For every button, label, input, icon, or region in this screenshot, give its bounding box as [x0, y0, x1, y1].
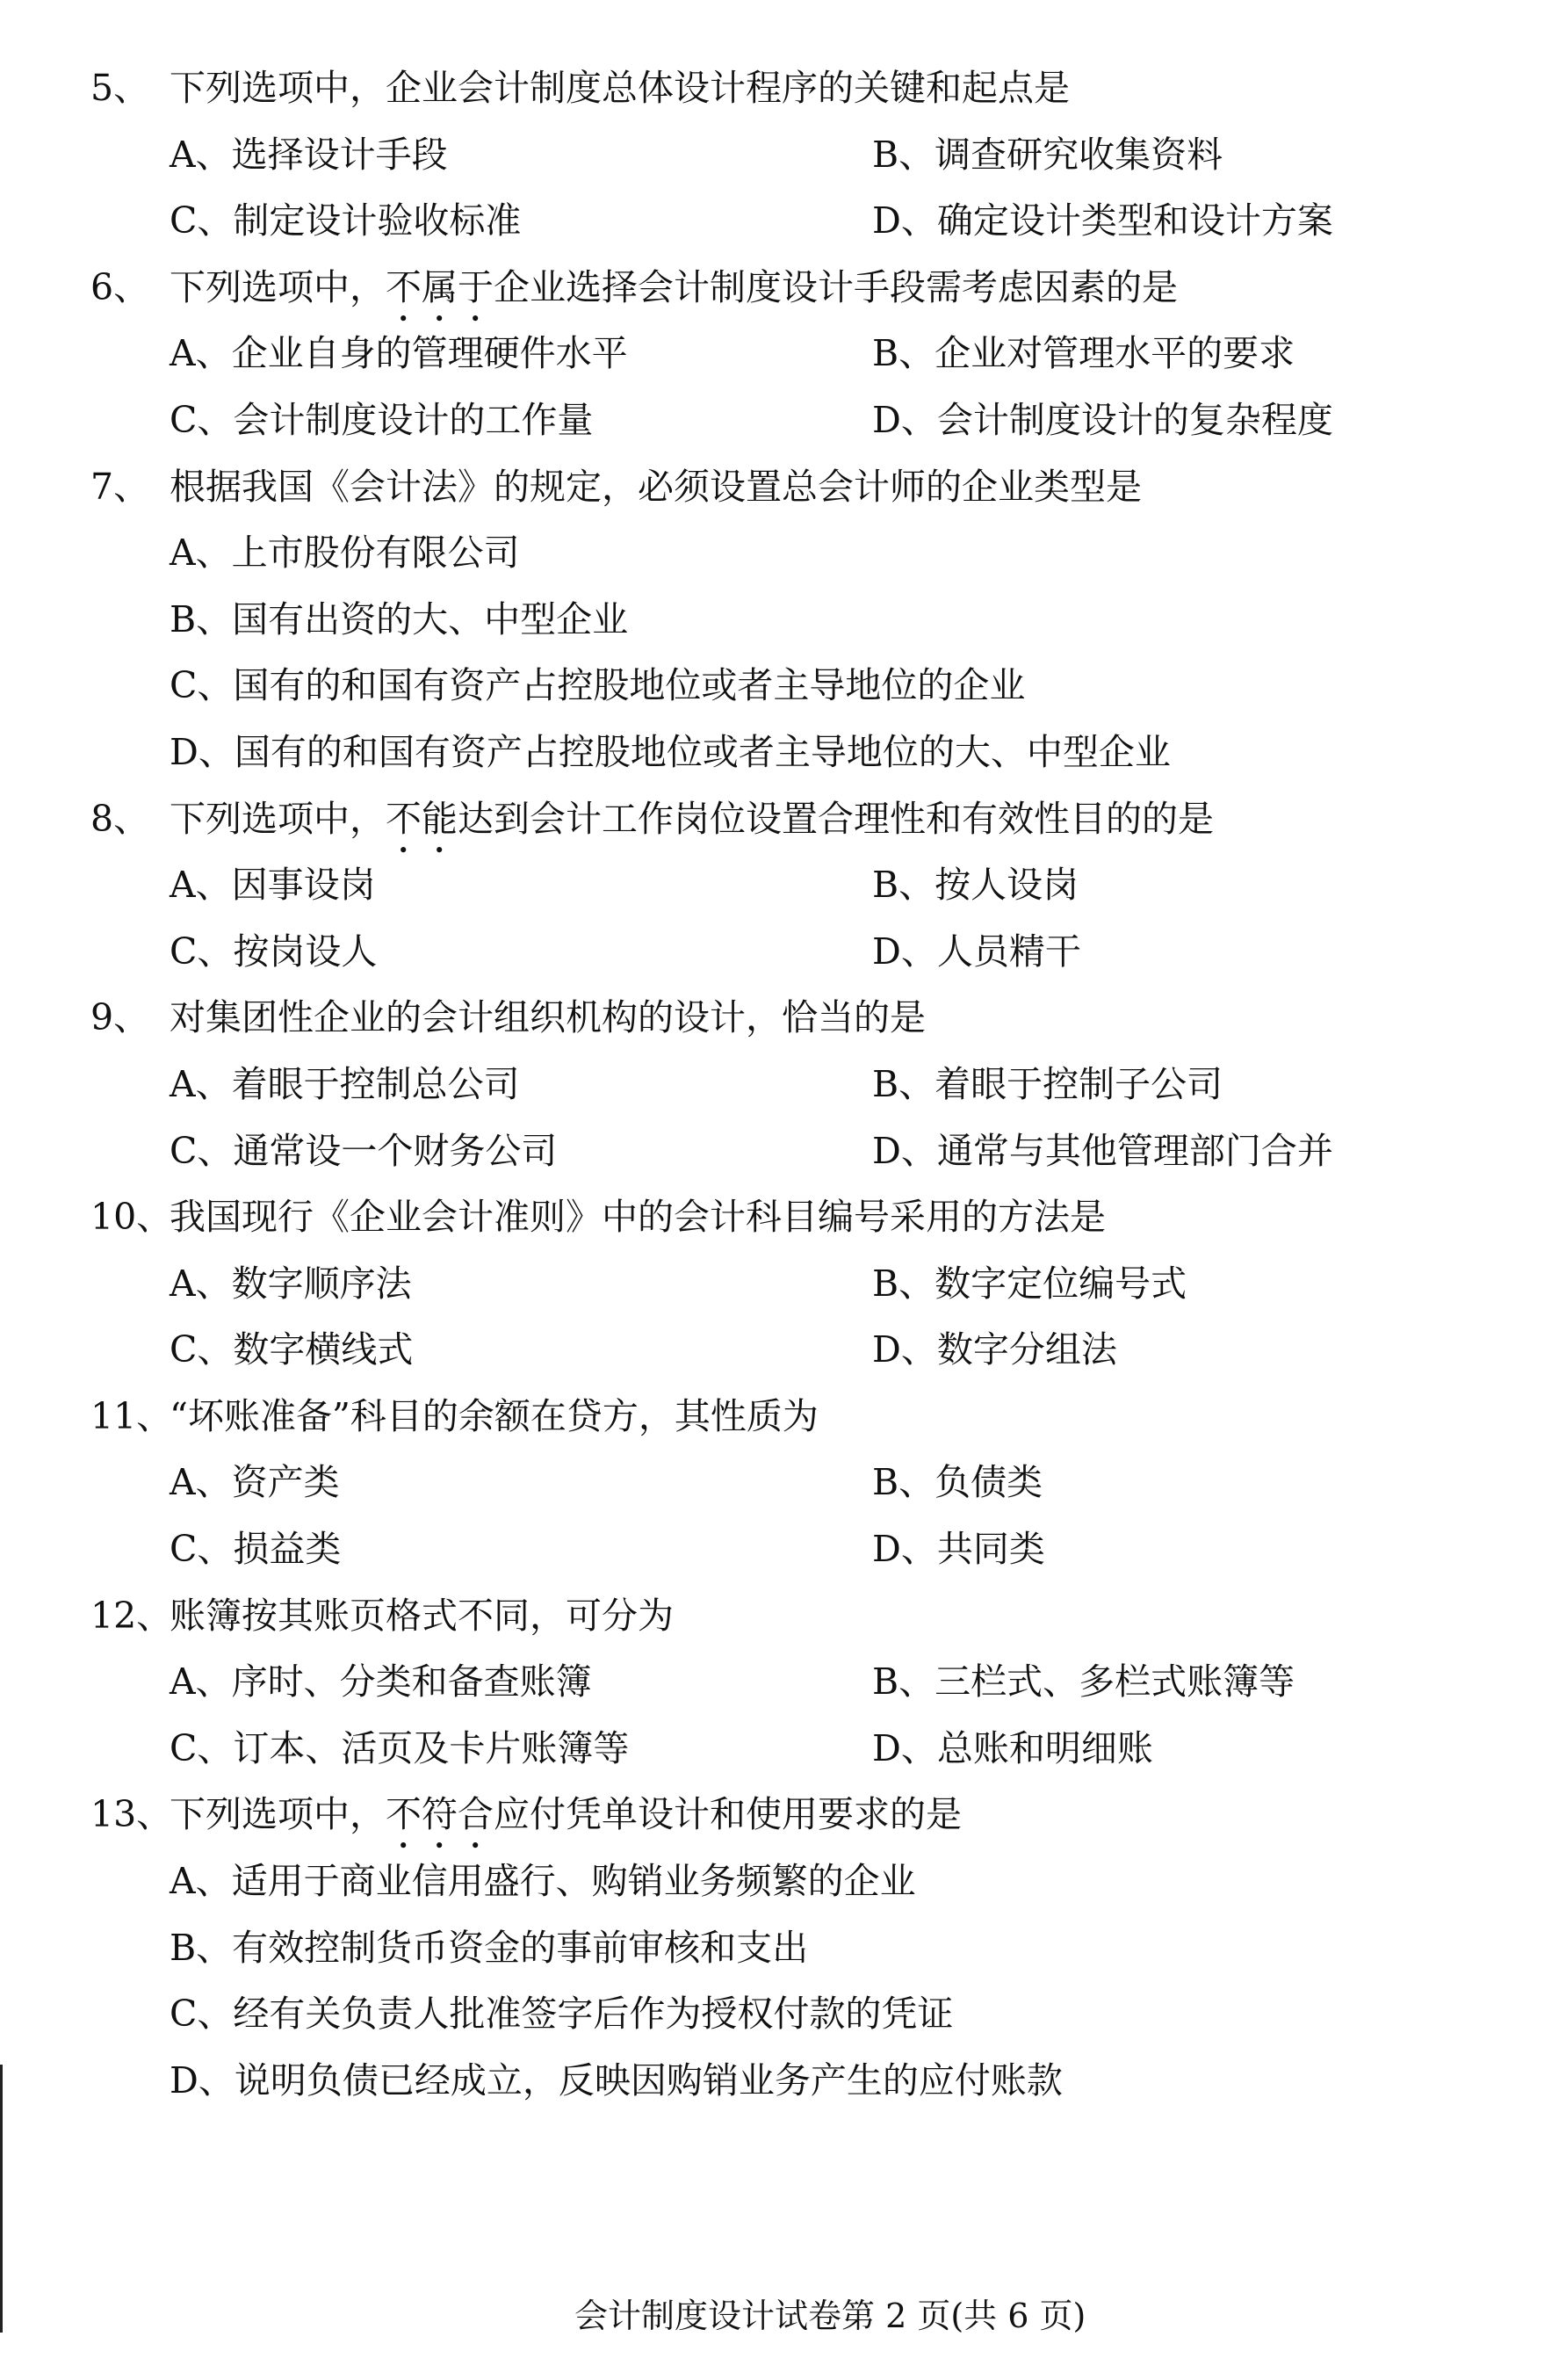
- option-text: 国有的和国有资产占控股地位或者主导地位的企业: [233, 664, 1026, 707]
- option-c[interactable]: [170, 387, 593, 454]
- stem-text: “坏账准备”科目的余额在贷方，其性质为: [170, 1394, 819, 1437]
- option-label: C、: [170, 1528, 234, 1571]
- option-c[interactable]: [170, 653, 1025, 720]
- option-c[interactable]: [170, 919, 377, 986]
- page-footer: 会计制度设计试卷第 2 页(共 6 页): [574, 2297, 1086, 2335]
- option-d[interactable]: [872, 1317, 1117, 1384]
- option-label: A、: [170, 1062, 232, 1105]
- option-text: 数字顺序法: [231, 1262, 412, 1305]
- option-text: 上市股份有限公司: [231, 532, 520, 575]
- stem-text: 下列选项中，企业会计制度总体设计程序的关键和起点是: [170, 67, 1070, 109]
- question-number: 7、: [90, 465, 150, 508]
- option-label: B、: [872, 1660, 935, 1704]
- question-9-stem: [0, 985, 1566, 1052]
- options-row: [0, 188, 1566, 255]
- option-text: 序时、分类和备查账簿: [231, 1660, 592, 1704]
- stem-text: 达到会计工作岗位设置合理性和有效性目的的是: [458, 797, 1214, 840]
- option-text: 通常设一个财务公司: [233, 1129, 558, 1172]
- option-label: A、: [170, 532, 232, 575]
- option-label: D、: [872, 199, 937, 242]
- options-row: [0, 1450, 1566, 1516]
- option-c[interactable]: [170, 1118, 557, 1185]
- question-5-stem: [0, 55, 1566, 122]
- emphasized-text: 不能: [386, 797, 458, 840]
- option-label: C、: [170, 1328, 234, 1371]
- option-label: D、: [872, 1129, 937, 1172]
- option-b[interactable]: [872, 122, 1223, 189]
- option-label: A、: [170, 1860, 232, 1903]
- option-text: 负债类: [935, 1461, 1043, 1504]
- option-text: 损益类: [233, 1528, 342, 1571]
- options-row: [0, 520, 1566, 587]
- stem-text: 下列选项中，: [170, 1793, 386, 1836]
- option-text: 着眼于控制子公司: [935, 1062, 1223, 1105]
- option-a[interactable]: [170, 122, 448, 189]
- question-number: 11、: [90, 1394, 173, 1437]
- question-11-stem: [0, 1384, 1566, 1450]
- option-label: B、: [872, 1461, 935, 1504]
- option-text: 经有关负责人批准签字后作为授权付款的凭证: [233, 1993, 954, 2036]
- options-row: [0, 321, 1566, 387]
- options-row: [0, 1251, 1566, 1318]
- option-b[interactable]: [170, 587, 628, 654]
- option-text: 按人设岗: [935, 864, 1079, 907]
- options-row: [0, 1848, 1566, 1915]
- option-a[interactable]: [170, 1052, 520, 1118]
- options-row: [0, 122, 1566, 189]
- option-text: 企业自身的管理硬件水平: [231, 332, 628, 375]
- question-number: 8、: [90, 797, 150, 840]
- option-b[interactable]: [872, 1052, 1223, 1118]
- option-text: 数字定位编号式: [935, 1262, 1187, 1305]
- option-text: 数字横线式: [233, 1328, 414, 1371]
- option-label: C、: [170, 199, 234, 242]
- options-row: [0, 1516, 1566, 1583]
- emphasized-text: 不符合: [386, 1793, 494, 1836]
- option-label: A、: [170, 133, 232, 176]
- option-b[interactable]: [872, 1251, 1187, 1318]
- option-b[interactable]: [872, 321, 1295, 387]
- option-d[interactable]: [872, 1716, 1153, 1783]
- option-label: B、: [872, 332, 935, 375]
- option-text: 会计制度设计的复杂程度: [936, 398, 1333, 441]
- question-text: [170, 985, 926, 1052]
- question-number: 6、: [90, 265, 150, 308]
- option-c[interactable]: [170, 1981, 953, 2048]
- option-text: 适用于商业信用盛行、购销业务频繁的企业: [231, 1860, 916, 1903]
- exam-page: [0, 55, 1566, 2114]
- option-text: 人员精干: [936, 930, 1081, 973]
- options-row: [0, 587, 1566, 654]
- question-text: [170, 786, 1214, 861]
- option-text: 数字分组法: [936, 1328, 1117, 1371]
- option-text: 制定设计验收标准: [233, 199, 522, 242]
- option-text: 调查研究收集资料: [935, 133, 1223, 176]
- option-label: A、: [170, 332, 232, 375]
- option-text: 订本、活页及卡片账簿等: [233, 1726, 630, 1769]
- options-row: [0, 387, 1566, 454]
- option-d[interactable]: [872, 1118, 1333, 1185]
- question-number: 5、: [90, 67, 150, 109]
- question-text: [170, 454, 1142, 521]
- option-label: D、: [170, 730, 235, 773]
- options-row: [0, 1317, 1566, 1384]
- option-label: C、: [170, 1726, 234, 1769]
- option-label: A、: [170, 1262, 232, 1305]
- option-d[interactable]: [872, 919, 1081, 986]
- option-c[interactable]: [170, 1716, 629, 1783]
- option-text: 通常与其他管理部门合并: [936, 1129, 1333, 1172]
- option-text: 共同类: [936, 1528, 1045, 1571]
- option-text: 总账和明细账: [936, 1726, 1153, 1769]
- option-a[interactable]: [170, 520, 520, 587]
- option-text: 因事设岗: [231, 864, 376, 907]
- option-c[interactable]: [170, 1516, 341, 1583]
- option-d[interactable]: [872, 188, 1333, 255]
- option-b[interactable]: [872, 852, 1079, 919]
- question-text: [170, 55, 1070, 122]
- question-text: [170, 1583, 674, 1650]
- options-row: [0, 1052, 1566, 1118]
- option-label: C、: [170, 664, 234, 707]
- option-b[interactable]: [170, 1915, 808, 1982]
- option-label: B、: [170, 1926, 233, 1969]
- option-a[interactable]: [170, 1450, 340, 1516]
- stem-text: 下列选项中，: [170, 797, 386, 840]
- option-text: 会计制度设计的工作量: [233, 398, 594, 441]
- option-text: 着眼于控制总公司: [231, 1062, 520, 1105]
- option-d[interactable]: [872, 1516, 1045, 1583]
- option-label: D、: [170, 2058, 235, 2101]
- option-label: C、: [170, 1993, 234, 2036]
- stem-text: 账簿按其账页格式不同，可分为: [170, 1594, 674, 1637]
- option-a[interactable]: [170, 852, 376, 919]
- option-b[interactable]: [872, 1450, 1043, 1516]
- question-text: [170, 1184, 1106, 1251]
- option-label: C、: [170, 398, 234, 441]
- options-row: [0, 720, 1566, 786]
- option-d[interactable]: [170, 720, 1171, 786]
- options-row: [0, 1981, 1566, 2048]
- options-row: [0, 852, 1566, 919]
- option-label: D、: [872, 1528, 937, 1571]
- option-label: C、: [170, 930, 234, 973]
- option-text: 资产类: [231, 1461, 340, 1504]
- option-label: D、: [872, 930, 937, 973]
- option-d[interactable]: [872, 387, 1333, 454]
- option-b[interactable]: [872, 1649, 1295, 1716]
- option-label: D、: [872, 1328, 937, 1371]
- question-text: [170, 1384, 819, 1450]
- option-text: 说明负债已经成立，反映因购销业务产生的应付账款: [234, 2058, 1063, 2101]
- option-text: 三栏式、多栏式账簿等: [935, 1660, 1295, 1704]
- stem-text: 根据我国《会计法》的规定，必须设置总会计师的企业类型是: [170, 465, 1142, 508]
- option-label: D、: [872, 1726, 937, 1769]
- option-label: B、: [872, 864, 935, 907]
- scan-edge-line: [0, 2065, 3, 2333]
- stem-text: 对集团性企业的会计组织机构的设计，恰当的是: [170, 996, 926, 1039]
- option-c[interactable]: [170, 1317, 413, 1384]
- option-label: B、: [872, 133, 935, 176]
- option-text: 确定设计类型和设计方案: [936, 199, 1333, 242]
- question-text: [170, 1782, 962, 1856]
- stem-text: 企业选择会计制度设计手段需考虑因素的是: [494, 265, 1178, 308]
- option-text: 国有的和国有资产占控股地位或者主导地位的大、中型企业: [234, 730, 1171, 773]
- question-12-stem: [0, 1583, 1566, 1650]
- options-row: [0, 1716, 1566, 1783]
- option-a[interactable]: [170, 1649, 592, 1716]
- options-row: [0, 1649, 1566, 1716]
- option-label: B、: [170, 597, 233, 640]
- option-label: B、: [872, 1262, 935, 1305]
- question-number: 12、: [90, 1594, 173, 1637]
- option-d[interactable]: [170, 2048, 1063, 2115]
- question-13-stem: [0, 1782, 1566, 1848]
- option-a[interactable]: [170, 1848, 916, 1915]
- option-a[interactable]: [170, 321, 628, 387]
- question-number: 10、: [90, 1196, 173, 1239]
- question-8-stem: [0, 786, 1566, 853]
- option-label: A、: [170, 1461, 232, 1504]
- option-text: 企业对管理水平的要求: [935, 332, 1295, 375]
- option-label: A、: [170, 1660, 232, 1704]
- option-label: D、: [872, 398, 937, 441]
- option-a[interactable]: [170, 1251, 412, 1318]
- option-text: 有效控制货币资金的事前审核和支出: [232, 1926, 809, 1969]
- option-text: 选择设计手段: [231, 133, 448, 176]
- question-7-stem: [0, 454, 1566, 521]
- option-label: A、: [170, 864, 232, 907]
- question-6-stem: [0, 255, 1566, 322]
- question-10-stem: [0, 1184, 1566, 1251]
- question-number: 13、: [90, 1793, 173, 1836]
- stem-text: 我国现行《企业会计准则》中的会计科目编号采用的方法是: [170, 1196, 1106, 1239]
- options-row: [0, 653, 1566, 720]
- option-label: C、: [170, 1129, 234, 1172]
- options-row: [0, 919, 1566, 986]
- question-text: [170, 255, 1178, 329]
- options-row: [0, 1915, 1566, 1982]
- stem-text: 应付凭单设计和使用要求的是: [494, 1793, 962, 1836]
- option-text: 国有出资的大、中型企业: [232, 597, 629, 640]
- option-c[interactable]: [170, 188, 521, 255]
- emphasized-text: 不属于: [386, 265, 494, 308]
- stem-text: 下列选项中，: [170, 265, 386, 308]
- option-label: B、: [872, 1062, 935, 1105]
- options-row: [0, 1118, 1566, 1185]
- options-row: [0, 2048, 1566, 2115]
- question-number: 9、: [90, 996, 150, 1039]
- option-text: 按岗设人: [233, 930, 378, 973]
